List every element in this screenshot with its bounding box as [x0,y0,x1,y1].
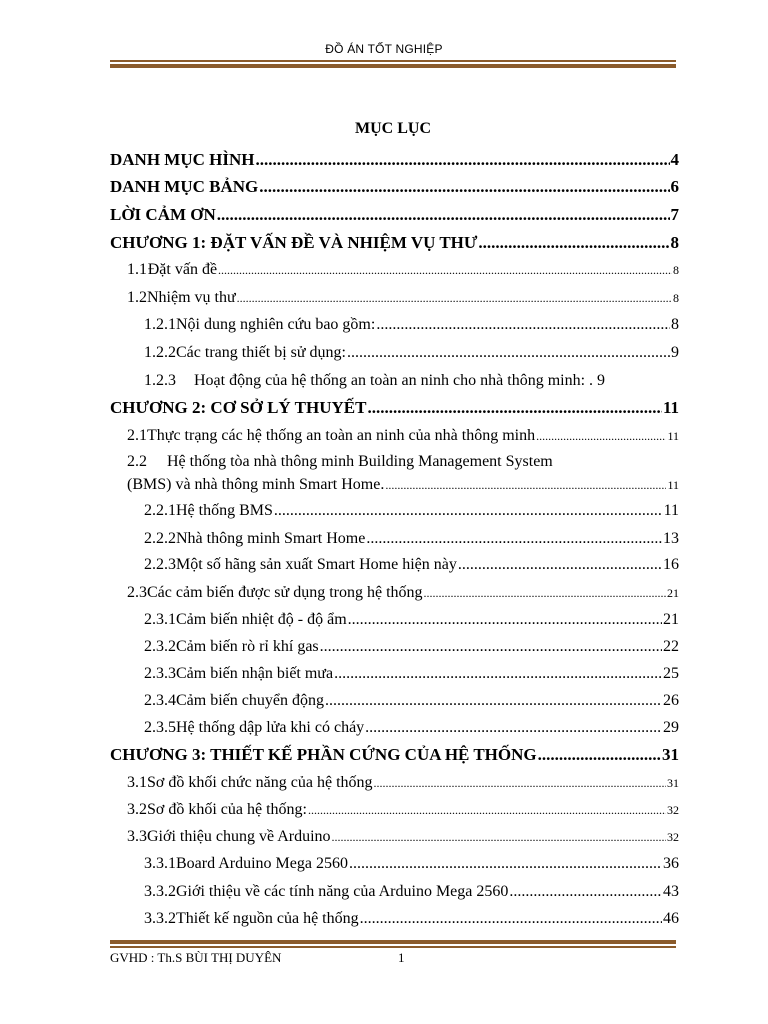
toc-leader-dots [374,776,666,791]
toc-entry-label: Board Arduino Mega 2560 [176,855,348,872]
toc-entry-page: . 9 [589,372,606,389]
toc-entry-label: DANH MỤC HÌNH [110,150,255,169]
toc-entry[interactable] [110,261,679,279]
footer-rule-thick [110,940,676,944]
toc-entry-page: 36 [663,855,679,872]
toc-entry-number: 3.3.2 [144,910,176,927]
toc-entry-label: Thực trạng các hệ thống an toàn an ninh của nhà thông minh [147,427,536,444]
toc-entry[interactable] [110,530,679,548]
toc-entry-number: 2.1 [127,427,147,444]
toc-entry-number: 1.2 [127,289,147,306]
toc-entry-label: CHƯƠNG 1: ĐẶT VẤN ĐỀ VÀ NHIỆM VỤ THƯ [110,233,478,252]
toc-leader-dots [509,883,662,901]
toc-entry-number: 3.2 [127,801,147,818]
toc-entry-label: Cảm biến chuyển động [176,692,324,709]
toc-leader-dots [376,316,670,334]
toc-entry-number: 2.2.1 [144,502,176,519]
toc-entry[interactable] [110,611,679,629]
toc-entry-page: 32 [667,830,679,844]
toc-entry-number: 2.3.3 [144,665,176,682]
toc-entry[interactable] [110,502,679,520]
toc-entry-label: Nhà thông minh Smart Home [176,530,366,547]
toc-entry-page: 21 [663,611,679,628]
toc-entry-page: 11 [662,398,679,417]
toc-leader-dots [348,611,662,629]
toc-entry-number: 2.3.4 [144,692,176,709]
toc-entry[interactable] [110,883,679,901]
toc-entry-page: 32 [667,803,679,817]
toc-leader-dots [360,910,662,928]
toc-entry-label: DANH MỤC BẢNG [110,177,259,196]
toc-entry-label: Nội dung nghiên cứu bao gồm: [176,316,376,333]
toc-leader-dots [536,429,666,444]
toc-leader-dots [325,692,662,710]
toc-entry-label: Cảm biến nhiệt độ - độ ẩm [176,611,347,628]
toc-leader-dots [259,177,669,197]
toc-entry-page: 46 [663,910,679,927]
toc-entry-label: Thiết kế nguồn của hệ thống [176,910,359,927]
toc-entry-label: Sơ đồ khối của hệ thống: [147,801,307,818]
footer-supervisor: GVHD : Th.S BÙI THỊ DUYÊN [110,950,282,965]
toc-entry-page: 21 [667,586,679,600]
toc-leader-dots [478,233,669,253]
footer-rule-thin [110,946,676,948]
toc-entry-label: Hệ thống dập lửa khi có cháy [176,719,365,736]
toc-leader-dots [334,665,662,683]
toc-leader-dots [385,478,666,493]
toc-entry[interactable] [110,344,679,362]
toc-entry[interactable] [110,233,679,253]
toc-entry-number: 2.2 [127,453,147,470]
toc-entry-page: 43 [663,883,679,900]
toc-leader-dots [217,205,670,225]
toc-entry[interactable] [110,638,679,656]
toc-entry-continuation[interactable] [110,476,679,494]
toc-leader-dots [367,398,661,418]
toc-leader-dots [347,344,670,362]
toc-entry[interactable] [110,719,679,737]
toc-entry-page: 11 [667,429,679,443]
toc-entry[interactable] [110,205,679,225]
toc-entry-page: 29 [663,719,679,736]
toc-entry-page: 8 [670,233,679,252]
toc-entry[interactable] [110,453,679,471]
toc-leader-dots [274,502,663,520]
toc-entry-label: Hệ thống tòa nhà thông minh Building Management System [167,453,553,470]
toc-entry-page: 9 [671,344,679,361]
toc-entry-label: Giới thiệu chung về Arduino [147,828,331,845]
toc-entry-number: 2.3.2 [144,638,176,655]
toc-entry-label: CHƯƠNG 2: CƠ SỞ LÝ THUYẾT [110,398,367,417]
toc-entry-number: 3.3 [127,828,147,845]
toc-entry-label: Đặt vấn đề [147,261,218,278]
footer-page-number: 1 [398,950,405,965]
toc-leader-dots [218,263,672,278]
toc-entry[interactable] [110,289,679,307]
toc-entry-label: Cảm biến rò rỉ khí gas [176,638,319,655]
toc-entry-label: Nhiệm vụ thư [147,289,236,306]
toc-leader-dots [308,803,666,818]
toc-entry-page: 22 [663,638,679,655]
header-rule-thick [110,64,676,68]
toc-entry-page: 7 [670,205,679,224]
toc-leader-dots [349,855,662,873]
toc-entry-number: 1.1 [127,261,147,278]
toc-entry[interactable] [110,745,679,765]
toc-entry-number: 2.2.2 [144,530,176,547]
header-rule-thin [110,60,676,62]
toc-entry-number: 1.2.3 [144,372,176,389]
page-header-title: ĐỒ ÁN TỐT NGHIỆP [325,42,443,56]
toc-entry[interactable] [110,316,679,334]
toc-entry-page: 26 [663,692,679,709]
toc-leader-dots [538,745,661,765]
toc-entry-page: 8 [673,263,679,277]
toc-entry-page: 11 [667,478,679,492]
toc-entry[interactable] [110,692,679,710]
toc-entry-page: 25 [663,665,679,682]
toc-entry-label-continued: (BMS) và nhà thông minh Smart Home. [127,476,385,493]
toc-entry-label: Hoạt động của hệ thống an toàn an ninh cho nhà thông minh: [194,372,586,389]
toc-entry-page: 6 [670,177,679,196]
toc-entry[interactable] [110,556,679,574]
toc-entry[interactable] [110,801,679,819]
toc-entry[interactable] [110,398,679,418]
toc-leader-dots [366,530,662,548]
toc-entry-page: 31 [667,776,679,790]
toc-entry-label: Giới thiệu về các tính năng của Arduino Mega 2560 [176,883,509,900]
toc-entry[interactable] [110,150,679,170]
toc-entry-page: 13 [663,530,679,547]
toc-entry-number: 1.2.2 [144,344,176,361]
toc-entry-number: 3.1 [127,774,147,791]
toc-entry[interactable] [110,774,679,792]
toc-leader-dots [256,150,670,170]
toc-leader-dots [320,638,662,656]
toc-leader-dots [424,586,666,601]
toc-entry-number: 2.3.1 [144,611,176,628]
toc-leader-dots [458,556,662,574]
toc-entry-label: CHƯƠNG 3: THIẾT KẾ PHẦN CỨNG CỦA HỆ THỐNG [110,745,537,764]
toc-entry[interactable] [110,855,679,873]
toc-entry[interactable] [110,427,679,445]
toc-entry-label: Các cảm biến được sử dụng trong hệ thống [147,584,423,601]
toc-entry-number: 1.2.1 [144,316,176,333]
toc-entry[interactable] [110,828,679,846]
toc-entry-page: 8 [671,316,679,333]
toc-leader-dots [365,719,662,737]
toc-entry-number: 2.3.5 [144,719,176,736]
toc-entry-page: 4 [670,150,679,169]
toc-entry-label: Cảm biến nhận biết mưa [176,665,334,682]
toc-leader-dots [237,291,672,306]
toc-entry-label: LỜI CẢM ƠN [110,205,216,224]
toc-title: MỤC LỤC [355,120,431,137]
toc-entry[interactable] [110,584,679,602]
toc-entry-number: 3.3.2 [144,883,176,900]
toc-entry-number: 2.3 [127,584,147,601]
toc-entry-number: 2.2.3 [144,556,176,573]
toc-entry[interactable] [110,372,679,390]
toc-entry-page: 8 [673,291,679,305]
toc-entry-label: Các trang thiết bị sử dụng: [176,344,346,361]
toc-entry-label: Hệ thống BMS [176,502,273,519]
toc-entry-label: Sơ đồ khối chức năng của hệ thống [147,774,373,791]
toc-leader-dots [332,830,666,845]
toc-entry-page: 16 [663,556,679,573]
toc-entry-number: 3.3.1 [144,855,176,872]
toc-entry[interactable] [110,665,679,683]
toc-entry-page: 11 [663,502,679,519]
toc-entry[interactable] [110,910,679,928]
toc-entry-page: 31 [662,745,679,764]
toc-entry[interactable] [110,177,679,197]
toc-entry-label: Một số hãng sản xuất Smart Home hiện này [176,556,457,573]
